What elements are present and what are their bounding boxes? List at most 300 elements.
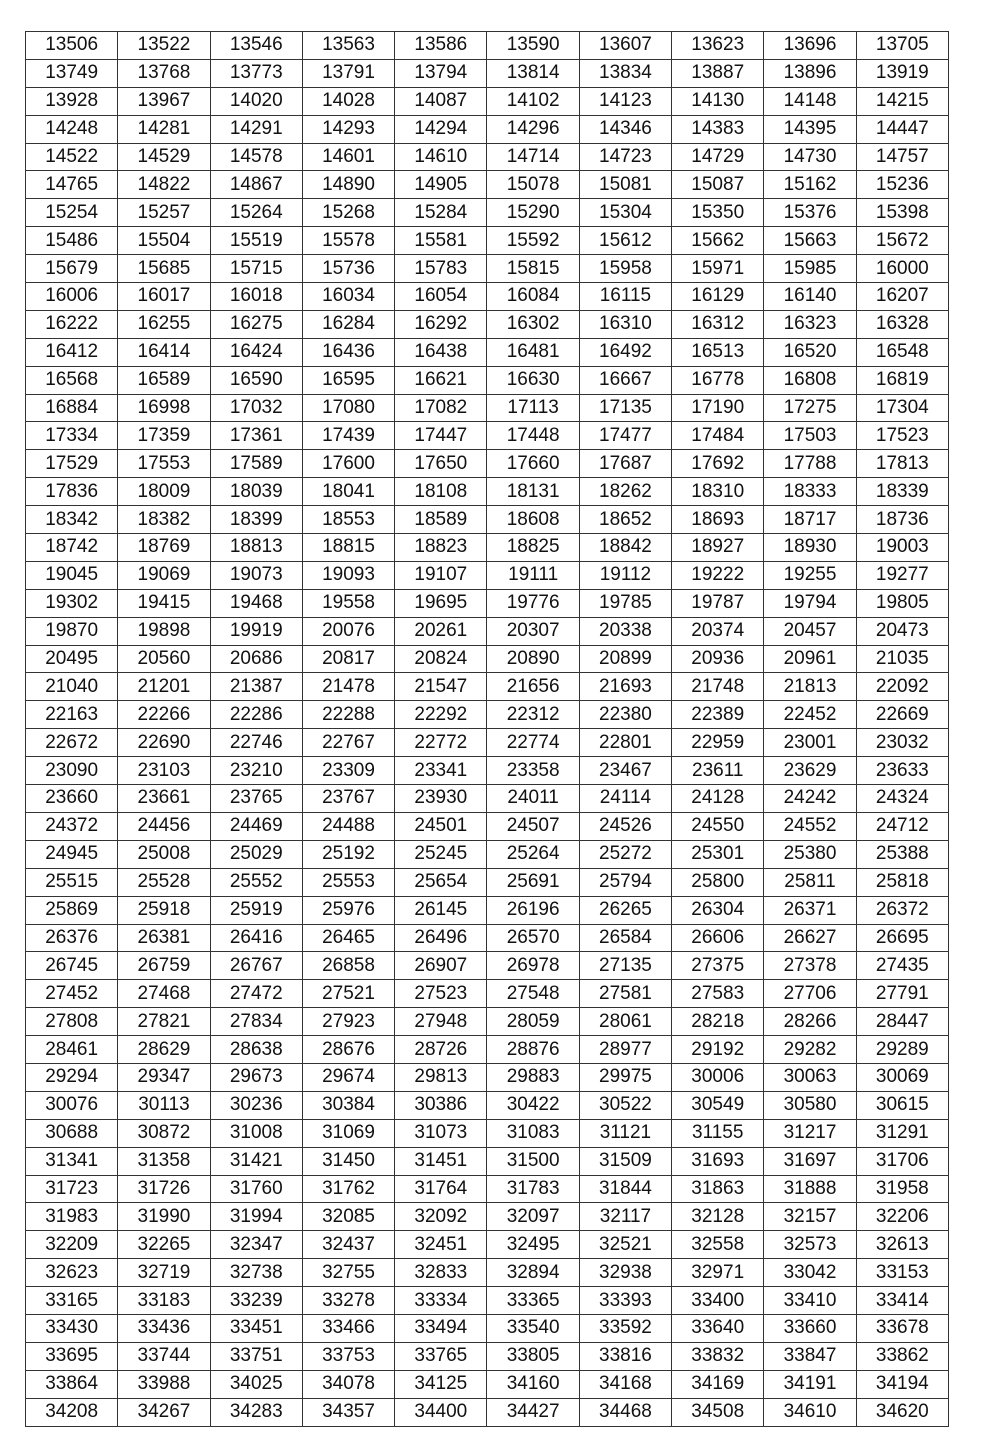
table-cell: 30386 — [395, 1091, 487, 1119]
table-cell: 33805 — [487, 1342, 579, 1370]
table-cell: 19785 — [579, 589, 671, 617]
table-cell: 17529 — [26, 450, 118, 478]
table-cell: 19415 — [118, 589, 210, 617]
table-cell: 16054 — [395, 283, 487, 311]
table-cell: 17080 — [302, 394, 394, 422]
table-cell: 20473 — [856, 617, 948, 645]
table-cell: 25818 — [856, 868, 948, 896]
table-cell: 28461 — [26, 1036, 118, 1064]
table-cell: 18009 — [118, 478, 210, 506]
table-cell: 30580 — [764, 1091, 856, 1119]
table-cell: 31693 — [672, 1147, 764, 1175]
table-row — [26, 1175, 949, 1203]
table-cell: 31155 — [672, 1119, 764, 1147]
table-cell: 25794 — [579, 868, 671, 896]
table-row — [26, 506, 949, 534]
table-cell: 32157 — [764, 1203, 856, 1231]
table-cell: 22452 — [764, 701, 856, 729]
table-cell: 24507 — [487, 812, 579, 840]
table-cell: 16275 — [210, 310, 302, 338]
table-cell: 19776 — [487, 589, 579, 617]
table-cell: 25264 — [487, 840, 579, 868]
table-row — [26, 478, 949, 506]
table-cell: 21547 — [395, 673, 487, 701]
table-cell: 13768 — [118, 59, 210, 87]
table-cell: 20457 — [764, 617, 856, 645]
table-cell: 27923 — [302, 1008, 394, 1036]
table-cell: 25976 — [302, 896, 394, 924]
table-cell: 16284 — [302, 310, 394, 338]
table-row — [26, 701, 949, 729]
table-row — [26, 143, 949, 171]
table-row — [26, 1287, 949, 1315]
table-cell: 22669 — [856, 701, 948, 729]
table-cell: 19003 — [856, 534, 948, 562]
table-cell: 25528 — [118, 868, 210, 896]
table-cell: 24114 — [579, 785, 671, 813]
table-cell: 25553 — [302, 868, 394, 896]
table-cell: 17589 — [210, 450, 302, 478]
table-cell: 15581 — [395, 227, 487, 255]
table-cell: 31069 — [302, 1119, 394, 1147]
table-cell: 27581 — [579, 980, 671, 1008]
table-cell: 28218 — [672, 1008, 764, 1036]
table-cell: 15284 — [395, 199, 487, 227]
table-cell: 16808 — [764, 366, 856, 394]
table-cell: 17788 — [764, 450, 856, 478]
table-cell: 23661 — [118, 785, 210, 813]
table-cell: 15815 — [487, 255, 579, 283]
table-cell: 32117 — [579, 1203, 671, 1231]
table-cell: 32521 — [579, 1231, 671, 1259]
table-cell: 13705 — [856, 32, 948, 60]
table-row — [26, 785, 949, 813]
table-cell: 30236 — [210, 1091, 302, 1119]
table-cell: 16129 — [672, 283, 764, 311]
table-cell: 26978 — [487, 952, 579, 980]
table-cell: 18342 — [26, 506, 118, 534]
table-cell: 32092 — [395, 1203, 487, 1231]
table-cell: 25918 — [118, 896, 210, 924]
table-cell: 16292 — [395, 310, 487, 338]
table-cell: 32347 — [210, 1231, 302, 1259]
table-cell: 19112 — [579, 561, 671, 589]
table-cell: 28447 — [856, 1008, 948, 1036]
table-cell: 31358 — [118, 1147, 210, 1175]
table-cell: 29813 — [395, 1063, 487, 1091]
table-row — [26, 1036, 949, 1064]
table-cell: 13749 — [26, 59, 118, 87]
table-cell: 16006 — [26, 283, 118, 311]
table-cell: 17553 — [118, 450, 210, 478]
table-cell: 34357 — [302, 1398, 394, 1426]
table-cell: 17477 — [579, 422, 671, 450]
table-cell: 22288 — [302, 701, 394, 729]
table-row — [26, 673, 949, 701]
table-cell: 31008 — [210, 1119, 302, 1147]
table-cell: 26372 — [856, 896, 948, 924]
table-cell: 30384 — [302, 1091, 394, 1119]
table-cell: 23467 — [579, 757, 671, 785]
table-cell: 15081 — [579, 171, 671, 199]
table-row — [26, 812, 949, 840]
table-cell: 16667 — [579, 366, 671, 394]
table-cell: 16312 — [672, 310, 764, 338]
table-row — [26, 255, 949, 283]
table-cell: 15162 — [764, 171, 856, 199]
table-cell: 31888 — [764, 1175, 856, 1203]
table-cell: 34468 — [579, 1398, 671, 1426]
table-cell: 23765 — [210, 785, 302, 813]
table-cell: 16207 — [856, 283, 948, 311]
table-cell: 17484 — [672, 422, 764, 450]
table-cell: 25811 — [764, 868, 856, 896]
table-cell: 30688 — [26, 1119, 118, 1147]
table-cell: 33494 — [395, 1314, 487, 1342]
table-cell: 25008 — [118, 840, 210, 868]
table-cell: 16115 — [579, 283, 671, 311]
table-cell: 27135 — [579, 952, 671, 980]
table-cell: 21478 — [302, 673, 394, 701]
table-cell: 13586 — [395, 32, 487, 60]
table-cell: 19222 — [672, 561, 764, 589]
table-cell: 31762 — [302, 1175, 394, 1203]
table-row — [26, 1119, 949, 1147]
table-cell: 32265 — [118, 1231, 210, 1259]
table-cell: 15685 — [118, 255, 210, 283]
table-row — [26, 757, 949, 785]
table-cell: 33751 — [210, 1342, 302, 1370]
table-cell: 33042 — [764, 1259, 856, 1287]
table-cell: 33753 — [302, 1342, 394, 1370]
table-cell: 14822 — [118, 171, 210, 199]
table-cell: 15264 — [210, 199, 302, 227]
table-cell: 14723 — [579, 143, 671, 171]
table-cell: 13928 — [26, 87, 118, 115]
table-cell: 17503 — [764, 422, 856, 450]
table-cell: 34208 — [26, 1398, 118, 1426]
table-cell: 17334 — [26, 422, 118, 450]
table-cell: 32085 — [302, 1203, 394, 1231]
table-cell: 13834 — [579, 59, 671, 87]
table-cell: 19898 — [118, 617, 210, 645]
table-cell: 24552 — [764, 812, 856, 840]
table-cell: 17032 — [210, 394, 302, 422]
table-row — [26, 394, 949, 422]
table-cell: 26416 — [210, 924, 302, 952]
table-cell: 15254 — [26, 199, 118, 227]
table-cell: 15290 — [487, 199, 579, 227]
table-cell: 26606 — [672, 924, 764, 952]
table-cell: 15236 — [856, 171, 948, 199]
table-cell: 33864 — [26, 1370, 118, 1398]
table-cell: 13791 — [302, 59, 394, 87]
number-table-body — [26, 32, 949, 1427]
table-cell: 14123 — [579, 87, 671, 115]
table-cell: 32097 — [487, 1203, 579, 1231]
table-cell: 13696 — [764, 32, 856, 60]
table-cell: 27468 — [118, 980, 210, 1008]
table-cell: 13967 — [118, 87, 210, 115]
table-cell: 28676 — [302, 1036, 394, 1064]
table-cell: 16323 — [764, 310, 856, 338]
table-cell: 32573 — [764, 1231, 856, 1259]
table-cell: 16884 — [26, 394, 118, 422]
table-cell: 15350 — [672, 199, 764, 227]
table-cell: 33695 — [26, 1342, 118, 1370]
table-row — [26, 450, 949, 478]
table-cell: 34191 — [764, 1370, 856, 1398]
table-cell: 26767 — [210, 952, 302, 980]
table-cell: 13887 — [672, 59, 764, 87]
table-cell: 16513 — [672, 338, 764, 366]
table-cell: 25654 — [395, 868, 487, 896]
table-cell: 17523 — [856, 422, 948, 450]
table-cell: 26584 — [579, 924, 671, 952]
table-cell: 32128 — [672, 1203, 764, 1231]
table-cell: 17836 — [26, 478, 118, 506]
table-cell: 19255 — [764, 561, 856, 589]
table-row — [26, 561, 949, 589]
table-cell: 27948 — [395, 1008, 487, 1036]
table-cell: 16590 — [210, 366, 302, 394]
table-cell: 25192 — [302, 840, 394, 868]
table-cell: 16000 — [856, 255, 948, 283]
table-cell: 32613 — [856, 1231, 948, 1259]
table-cell: 22389 — [672, 701, 764, 729]
table-cell: 14028 — [302, 87, 394, 115]
table-cell: 33988 — [118, 1370, 210, 1398]
table-cell: 32495 — [487, 1231, 579, 1259]
table-cell: 34025 — [210, 1370, 302, 1398]
table-cell: 19302 — [26, 589, 118, 617]
table-cell: 14714 — [487, 143, 579, 171]
table-cell: 24469 — [210, 812, 302, 840]
table-cell: 29192 — [672, 1036, 764, 1064]
table-cell: 31509 — [579, 1147, 671, 1175]
table-row — [26, 87, 949, 115]
table-row — [26, 32, 949, 60]
table-cell: 14130 — [672, 87, 764, 115]
table-cell: 28726 — [395, 1036, 487, 1064]
table-cell: 16819 — [856, 366, 948, 394]
table-cell: 18589 — [395, 506, 487, 534]
table-cell: 15663 — [764, 227, 856, 255]
table-cell: 29289 — [856, 1036, 948, 1064]
table-cell: 32206 — [856, 1203, 948, 1231]
table-row — [26, 338, 949, 366]
table-cell: 19787 — [672, 589, 764, 617]
table-cell: 18262 — [579, 478, 671, 506]
table-cell: 18717 — [764, 506, 856, 534]
table-cell: 14291 — [210, 115, 302, 143]
table-cell: 32894 — [487, 1259, 579, 1287]
table-cell: 23660 — [26, 785, 118, 813]
table-cell: 31341 — [26, 1147, 118, 1175]
table-cell: 19468 — [210, 589, 302, 617]
table-cell: 15376 — [764, 199, 856, 227]
table-cell: 18823 — [395, 534, 487, 562]
table-cell: 33410 — [764, 1287, 856, 1315]
table-cell: 30872 — [118, 1119, 210, 1147]
table-cell: 34508 — [672, 1398, 764, 1426]
table-cell: 16568 — [26, 366, 118, 394]
table-cell: 23629 — [764, 757, 856, 785]
table-cell: 24324 — [856, 785, 948, 813]
table-cell: 24372 — [26, 812, 118, 840]
table-cell: 29883 — [487, 1063, 579, 1091]
table-cell: 13522 — [118, 32, 210, 60]
table-cell: 27435 — [856, 952, 948, 980]
table-cell: 24011 — [487, 785, 579, 813]
table-row — [26, 310, 949, 338]
table-cell: 26381 — [118, 924, 210, 952]
table-cell: 20824 — [395, 645, 487, 673]
table-cell: 15578 — [302, 227, 394, 255]
table-cell: 19695 — [395, 589, 487, 617]
table-cell: 16034 — [302, 283, 394, 311]
table-cell: 16310 — [579, 310, 671, 338]
table-cell: 18333 — [764, 478, 856, 506]
table-cell: 16492 — [579, 338, 671, 366]
table-cell: 31764 — [395, 1175, 487, 1203]
table-cell: 23611 — [672, 757, 764, 785]
table-cell: 15504 — [118, 227, 210, 255]
table-row — [26, 589, 949, 617]
table-row — [26, 896, 949, 924]
table-cell: 20261 — [395, 617, 487, 645]
table-cell: 31726 — [118, 1175, 210, 1203]
table-cell: 15985 — [764, 255, 856, 283]
table-cell: 25272 — [579, 840, 671, 868]
table-cell: 17304 — [856, 394, 948, 422]
table-cell: 31783 — [487, 1175, 579, 1203]
table-cell: 31990 — [118, 1203, 210, 1231]
table-cell: 30615 — [856, 1091, 948, 1119]
table-cell: 17135 — [579, 394, 671, 422]
table-cell: 25800 — [672, 868, 764, 896]
table-cell: 22772 — [395, 729, 487, 757]
table-cell: 13773 — [210, 59, 302, 87]
table-cell: 21748 — [672, 673, 764, 701]
table-cell: 27791 — [856, 980, 948, 1008]
table-cell: 15592 — [487, 227, 579, 255]
table-row — [26, 171, 949, 199]
table-cell: 34160 — [487, 1370, 579, 1398]
table-cell: 16084 — [487, 283, 579, 311]
table-cell: 15662 — [672, 227, 764, 255]
table-cell: 16438 — [395, 338, 487, 366]
table-cell: 33678 — [856, 1314, 948, 1342]
table-cell: 25691 — [487, 868, 579, 896]
table-cell: 19045 — [26, 561, 118, 589]
table-cell: 23930 — [395, 785, 487, 813]
table-cell: 14757 — [856, 143, 948, 171]
table-cell: 25552 — [210, 868, 302, 896]
table-row — [26, 422, 949, 450]
table-cell: 14890 — [302, 171, 394, 199]
table-cell: 15971 — [672, 255, 764, 283]
table-cell: 18553 — [302, 506, 394, 534]
table-cell: 28059 — [487, 1008, 579, 1036]
table-cell: 21201 — [118, 673, 210, 701]
table-cell: 33430 — [26, 1314, 118, 1342]
table-cell: 24242 — [764, 785, 856, 813]
table-cell: 17082 — [395, 394, 487, 422]
table-cell: 18131 — [487, 478, 579, 506]
table-cell: 29294 — [26, 1063, 118, 1091]
table-cell: 31958 — [856, 1175, 948, 1203]
table-cell: 15257 — [118, 199, 210, 227]
table-cell: 13563 — [302, 32, 394, 60]
table-cell: 31760 — [210, 1175, 302, 1203]
table-cell: 22801 — [579, 729, 671, 757]
table-cell: 16328 — [856, 310, 948, 338]
table-cell: 23090 — [26, 757, 118, 785]
table-cell: 18769 — [118, 534, 210, 562]
table-cell: 14522 — [26, 143, 118, 171]
table-cell: 14383 — [672, 115, 764, 143]
table-cell: 15736 — [302, 255, 394, 283]
table-cell: 15958 — [579, 255, 671, 283]
table-cell: 31121 — [579, 1119, 671, 1147]
table-cell: 23358 — [487, 757, 579, 785]
table-cell: 14529 — [118, 143, 210, 171]
table-cell: 33451 — [210, 1314, 302, 1342]
table-cell: 26371 — [764, 896, 856, 924]
table-cell: 23341 — [395, 757, 487, 785]
table-cell: 23032 — [856, 729, 948, 757]
table-cell: 24488 — [302, 812, 394, 840]
table-row — [26, 366, 949, 394]
table-cell: 27521 — [302, 980, 394, 1008]
table-cell: 33165 — [26, 1287, 118, 1315]
table-cell: 16778 — [672, 366, 764, 394]
table-cell: 20899 — [579, 645, 671, 673]
table-cell: 24712 — [856, 812, 948, 840]
table-cell: 21387 — [210, 673, 302, 701]
table-cell: 20076 — [302, 617, 394, 645]
table-cell: 26496 — [395, 924, 487, 952]
table-cell: 17439 — [302, 422, 394, 450]
table-cell: 22163 — [26, 701, 118, 729]
table-row — [26, 924, 949, 952]
table-cell: 32938 — [579, 1259, 671, 1287]
table-cell: 25388 — [856, 840, 948, 868]
table-cell: 17361 — [210, 422, 302, 450]
table-cell: 33862 — [856, 1342, 948, 1370]
table-cell: 27706 — [764, 980, 856, 1008]
table-cell: 33540 — [487, 1314, 579, 1342]
table-cell: 17190 — [672, 394, 764, 422]
table-cell: 33239 — [210, 1287, 302, 1315]
table-cell: 14020 — [210, 87, 302, 115]
table-cell: 19558 — [302, 589, 394, 617]
table-cell: 27808 — [26, 1008, 118, 1036]
table-cell: 16018 — [210, 283, 302, 311]
table-cell: 26376 — [26, 924, 118, 952]
table-cell: 22286 — [210, 701, 302, 729]
table-cell: 28876 — [487, 1036, 579, 1064]
table-cell: 17687 — [579, 450, 671, 478]
table-cell: 22092 — [856, 673, 948, 701]
table-cell: 24501 — [395, 812, 487, 840]
table-cell: 31994 — [210, 1203, 302, 1231]
table-row — [26, 534, 949, 562]
table-cell: 33183 — [118, 1287, 210, 1315]
table-cell: 23767 — [302, 785, 394, 813]
table-cell: 21693 — [579, 673, 671, 701]
